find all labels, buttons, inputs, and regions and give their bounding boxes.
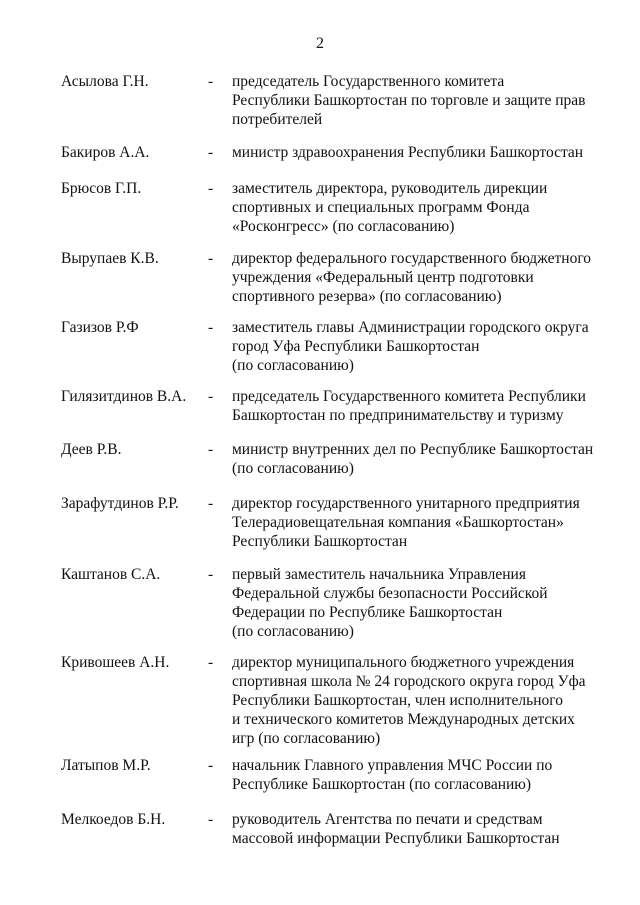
position-line: и технического комитетов Международных детских	[232, 711, 575, 728]
position-line: «Росконгресс» (по согласованию)	[232, 218, 455, 235]
member-dash: -	[208, 654, 214, 671]
member-name: Брюсов Г.П.	[61, 180, 142, 197]
member-dash: -	[208, 319, 214, 336]
member-position	[232, 653, 592, 748]
position-line: (по согласованию)	[232, 460, 354, 477]
member-dash: -	[208, 811, 214, 828]
member-position	[232, 387, 592, 425]
member-dash: -	[208, 250, 214, 267]
position-line: (по согласованию)	[232, 357, 354, 374]
member-position	[232, 494, 592, 551]
position-line: Федеральной службы безопасности Российской	[232, 585, 548, 602]
position-line: председатель Государственного комитета Республики	[232, 388, 586, 405]
position-line: массовой информации Республики Башкортостан	[232, 830, 560, 847]
member-position	[232, 318, 592, 375]
position-line: Башкортостан по предпринимательству и туризму	[232, 407, 564, 424]
member-position	[232, 143, 592, 162]
member-position	[232, 249, 592, 306]
member-name: Мелкоедов Б.Н.	[61, 811, 166, 828]
position-line: потребителей	[232, 111, 323, 128]
position-line: спортивных и специальных программ Фонда	[232, 199, 530, 216]
position-line: министр внутренних дел по Республике Башкортостан	[232, 441, 594, 458]
member-name: Бакиров А.А.	[61, 144, 150, 161]
position-line: город Уфа Республики Башкортостан	[232, 338, 480, 355]
position-line: директор муниципального бюджетного учреждения	[232, 654, 575, 671]
member-name: Деев Р.В.	[61, 441, 122, 458]
member-name: Вырупаев К.В.	[61, 250, 159, 267]
member-dash: -	[208, 180, 214, 197]
member-dash: -	[208, 757, 214, 774]
member-dash: -	[208, 144, 214, 161]
member-name: Асылова Г.Н.	[61, 73, 149, 90]
member-name: Гилязитдинов В.А.	[61, 388, 187, 405]
page-number: 2	[316, 35, 324, 52]
position-line: игр (по согласованию)	[232, 730, 381, 747]
member-name: Кривошеев А.Н.	[61, 654, 170, 671]
position-line: министр здравоохранения Республики Башкортостан	[232, 144, 584, 161]
member-name: Газизов Р.Ф	[61, 319, 139, 336]
position-line: первый заместитель начальника Управления	[232, 566, 526, 583]
position-line: Республики Башкортостан по торговле и защите прав	[232, 92, 586, 109]
position-line: заместитель директора, руководитель дирекции	[232, 180, 548, 197]
position-line: руководитель Агентства по печати и средствам	[232, 811, 543, 828]
position-line: Республике Башкортостан (по согласованию)	[232, 776, 532, 793]
position-line: Республики Башкортостан	[232, 533, 408, 550]
position-line: Республики Башкортостан, член исполнительного	[232, 692, 564, 709]
member-name: Латыпов М.Р.	[61, 757, 151, 774]
position-line: (по согласованию)	[232, 623, 354, 640]
position-line: заместитель главы Администрации городского округа	[232, 319, 589, 336]
position-line: спортивного резерва» (по согласованию)	[232, 288, 502, 305]
position-line: председатель Государственного комитета	[232, 73, 505, 90]
member-dash: -	[208, 73, 214, 90]
member-dash: -	[208, 566, 214, 583]
position-line: учреждения «Федеральный центр подготовки	[232, 269, 534, 286]
member-name: Каштанов С.А.	[61, 566, 161, 583]
member-position	[232, 756, 592, 794]
position-line: начальник Главного управления МЧС России по	[232, 757, 553, 774]
member-name: Зарафутдинов Р.Р.	[61, 495, 179, 512]
position-line: директор федерального государственного бюджетного	[232, 250, 592, 267]
member-position	[232, 565, 592, 641]
member-dash: -	[208, 441, 214, 458]
position-line: Телерадиовещательная компания «Башкортостан»	[232, 514, 564, 531]
member-position	[232, 179, 592, 236]
member-position	[232, 72, 592, 129]
position-line: спортивная школа № 24 городского округа город Уфа	[232, 673, 586, 690]
member-dash: -	[208, 495, 214, 512]
position-line: директор государственного унитарного предприятия	[232, 495, 580, 512]
member-dash: -	[208, 388, 214, 405]
member-position	[232, 440, 592, 478]
member-position	[232, 810, 592, 848]
position-line: Федерации по Республике Башкортостан	[232, 604, 503, 621]
